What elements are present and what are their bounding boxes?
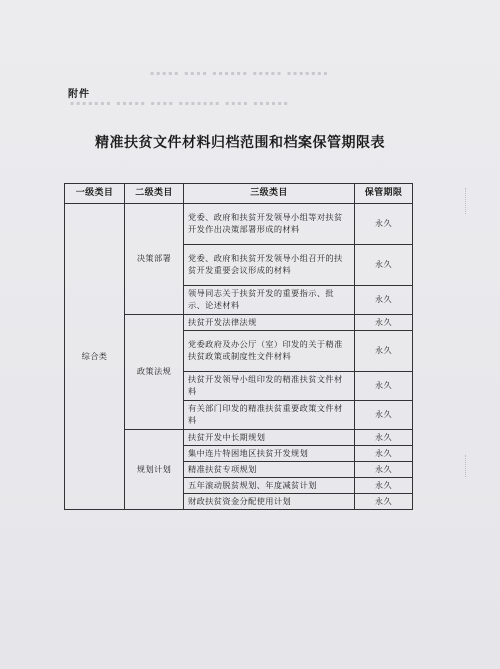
retention-period: 永久	[355, 245, 413, 286]
level3-item: 领导同志关于扶贫开发的重要指示、批示、论述材料	[184, 286, 355, 315]
level3-item: 扶贫开发领导小组印发的精准扶贫文件材料	[184, 372, 355, 401]
retention-period: 永久	[355, 331, 413, 372]
margin-binding-mark	[465, 455, 472, 477]
level2-category: 规划计划	[125, 430, 184, 510]
level3-item: 党委、政府和扶贫开发领导小组等对扶贫开发作出决策部署形成的材料	[184, 204, 355, 245]
level3-item: 扶贫开发法律法规	[184, 315, 355, 331]
attachment-label: 附件	[68, 89, 90, 100]
level2-category: 决策部署	[125, 204, 184, 315]
retention-period: 永久	[355, 401, 413, 430]
level3-item: 财政扶贫资金分配使用计划	[184, 494, 355, 510]
level3-item: 扶贫开发中长期规划	[184, 430, 355, 446]
bleed-through-texture: ▪▪▪▪▪ ▪▪▪▪ ▪▪▪▪▪▪ ▪▪▪▪▪ ▪▪▪▪▪▪▪	[150, 70, 330, 77]
retention-period: 永久	[355, 430, 413, 446]
margin-binding-mark	[465, 188, 472, 214]
bleed-through-texture: ▪▪▪▪▪▪▪ ▪▪▪▪▪ ▪▪▪▪ ▪▪▪▪▪▪▪ ▪▪▪▪ ▪▪▪▪▪▪	[70, 100, 290, 107]
level3-item: 集中连片特困地区扶贫开发规划	[184, 446, 355, 462]
level3-item: 精准扶贫专项规划	[184, 462, 355, 478]
level3-item: 五年滚动脱贫规划、年度减贫计划	[184, 478, 355, 494]
table-row	[65, 204, 413, 245]
retention-period: 永久	[355, 315, 413, 331]
level3-item: 党委政府及办公厅（室）印发的关于精准扶贫政策或制度性文件材料	[184, 331, 355, 372]
retention-period: 永久	[355, 478, 413, 494]
level3-item: 党委、政府和扶贫开发领导小组召开的扶贫开发重要会议形成的材料	[184, 245, 355, 286]
retention-period: 永久	[355, 286, 413, 315]
level3-item: 有关部门印发的精准扶贫重要政策文件材料	[184, 401, 355, 430]
retention-period: 永久	[355, 494, 413, 510]
retention-period: 永久	[355, 204, 413, 245]
retention-period: 永久	[355, 446, 413, 462]
document-title: 精准扶贫文件材料归档范围和档案保管期限表	[95, 135, 385, 151]
header-level3: 三级类目	[184, 184, 355, 204]
retention-period: 永久	[355, 462, 413, 478]
header-level1: 一级类目	[65, 184, 125, 204]
table-header-row	[65, 184, 413, 204]
retention-period: 永久	[355, 372, 413, 401]
header-retention: 保管期限	[355, 184, 413, 204]
level1-category: 综合类	[65, 204, 125, 510]
level2-category: 政策法规	[125, 315, 184, 430]
retention-table	[64, 183, 413, 510]
header-level2: 二级类目	[125, 184, 184, 204]
